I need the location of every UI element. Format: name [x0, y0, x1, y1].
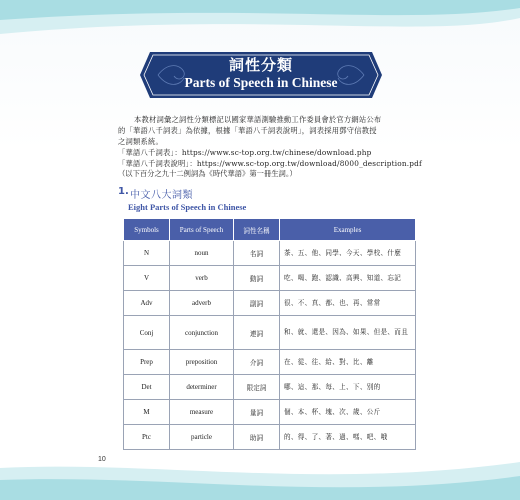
- cell-symbol: Prep: [124, 350, 170, 375]
- cell-zh: 助詞: [234, 425, 280, 450]
- cell-examples: 吃、喝、跑、認識、高興、知道、忘記: [280, 266, 416, 291]
- cell-zh: 名詞: [234, 241, 280, 266]
- cell-symbol: N: [124, 241, 170, 266]
- cell-examples: 很、不、真、都、也、再、常常: [280, 291, 416, 316]
- intro-line: 之詞類系統。: [118, 137, 163, 146]
- cell-zh: 動詞: [234, 266, 280, 291]
- cell-symbol: V: [124, 266, 170, 291]
- cell-symbol: M: [124, 400, 170, 425]
- header-parts-of-speech: Parts of Speech: [170, 219, 234, 241]
- parts-of-speech-table: [123, 218, 416, 450]
- cell-pos: conjunction: [170, 316, 234, 350]
- table-row: [124, 266, 416, 291]
- cell-zh: 限定詞: [234, 375, 280, 400]
- cell-symbol: Conj: [124, 316, 170, 350]
- intro-text: [118, 114, 448, 169]
- table-row: [124, 291, 416, 316]
- cell-symbol: Adv: [124, 291, 170, 316]
- cell-examples: 哪、這、那、每、上、下、別的: [280, 375, 416, 400]
- header-symbols: Symbols: [124, 219, 170, 241]
- table-header-row: [124, 219, 416, 241]
- header-examples: Examples: [280, 219, 416, 241]
- table-row: [124, 316, 416, 350]
- section-english-title: Eight Parts of Speech in Chinese: [128, 202, 247, 212]
- banner-title: 詞性分類: [228, 56, 293, 74]
- cell-pos: particle: [170, 425, 234, 450]
- cell-symbol: Ptc: [124, 425, 170, 450]
- header-chinese-name: 詞性名稱: [234, 219, 280, 241]
- cell-pos: adverb: [170, 291, 234, 316]
- cell-pos: determiner: [170, 375, 234, 400]
- banner-subtitle: Parts of Speech in Chinese: [184, 75, 338, 90]
- intro-line: 本教材詞彙之詞性分類標記以國家華語測驗推動工作委員會於官方網站公布: [134, 115, 382, 124]
- cell-zh: 副詞: [234, 291, 280, 316]
- note-text: （以下百分之九十二例詞為《時代華語》第一冊生詞。）: [118, 169, 297, 178]
- page-number: 10: [98, 456, 106, 463]
- cell-pos: measure: [170, 400, 234, 425]
- wordlist-description-link[interactable]: 「華語八千詞表說明」：https://www.sc-top.org.tw/download/8000_description.pdf: [118, 159, 422, 168]
- cell-zh: 量詞: [234, 400, 280, 425]
- decorative-swoosh-top: [0, 0, 520, 60]
- section-number: 1.: [118, 186, 129, 197]
- table-row: [124, 241, 416, 266]
- cell-pos: preposition: [170, 350, 234, 375]
- cell-examples: 的、得、了、著、過、嗎、吧、哦: [280, 425, 416, 450]
- cell-examples: 茶、五、他、同學、今天、學校、什麼: [280, 241, 416, 266]
- cell-pos: noun: [170, 241, 234, 266]
- table-row: [124, 375, 416, 400]
- cell-zh: 介詞: [234, 350, 280, 375]
- cell-examples: 和、就、還是、因為、如果、但是、而且: [280, 316, 416, 350]
- cell-examples: 在、從、往、給、對、比、離: [280, 350, 416, 375]
- cell-examples: 個、本、杯、塊、次、歲、公斤: [280, 400, 416, 425]
- wordlist-link[interactable]: 「華語八千詞表」：https://www.sc-top.org.tw/chinese/download.php: [118, 148, 372, 157]
- decorative-swoosh-bottom: [0, 440, 520, 500]
- table-row: [124, 350, 416, 375]
- cell-zh: 連詞: [234, 316, 280, 350]
- cell-symbol: Det: [124, 375, 170, 400]
- cell-pos: verb: [170, 266, 234, 291]
- intro-line: 的「華語八千詞表」為依據，根據「華語八千詞表說明」，詞表採用鄧守信教授: [118, 126, 377, 135]
- section-title: 中文八大詞類: [130, 190, 193, 201]
- table-row: [124, 400, 416, 425]
